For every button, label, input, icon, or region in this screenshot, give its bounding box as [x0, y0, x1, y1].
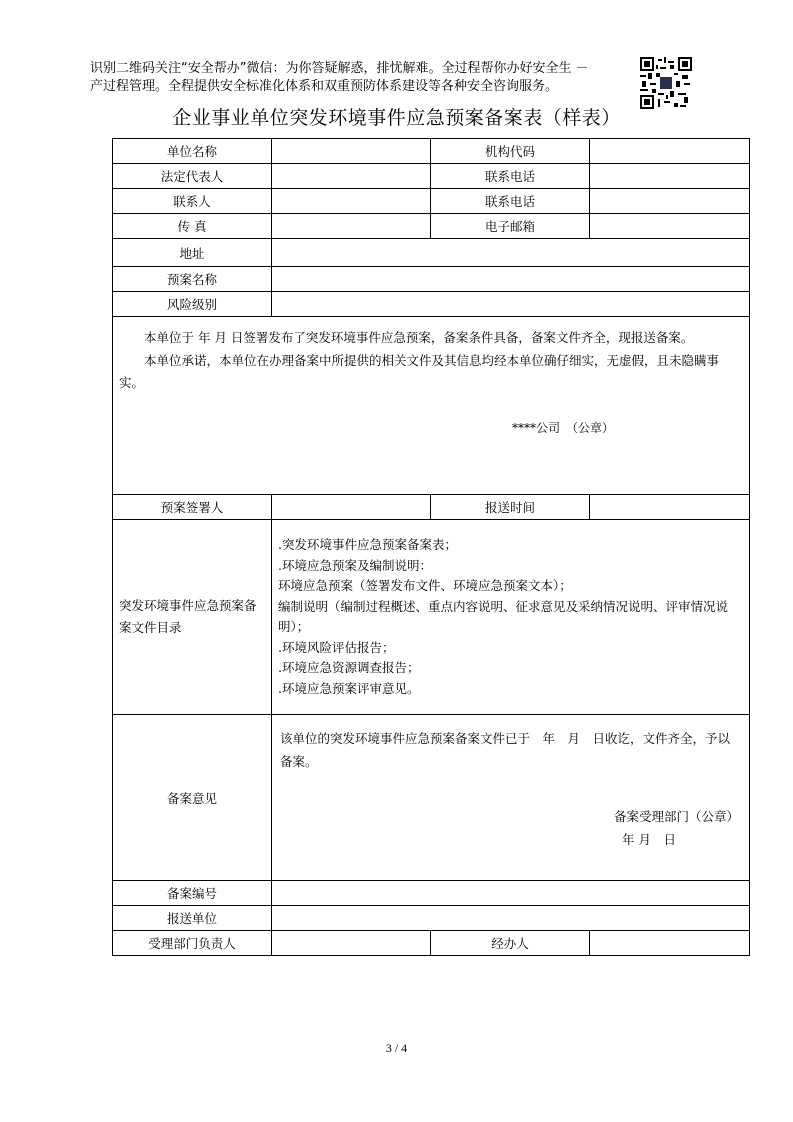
label-handler: 经办人	[431, 931, 590, 956]
field-phone-1[interactable]	[590, 164, 750, 189]
field-submit-time[interactable]	[590, 495, 750, 520]
field-dept-head[interactable]	[272, 931, 431, 956]
label-unit-name: 单位名称	[113, 139, 272, 164]
field-risk-level[interactable]	[272, 292, 750, 317]
form-row-risk-level	[113, 292, 750, 317]
label-record-no: 备案编号	[113, 881, 272, 906]
label-email: 电子邮箱	[431, 214, 590, 239]
field-record-no[interactable]	[272, 881, 750, 906]
opinion-text: 该单位的突发环境事件应急预案备案文件已于 年 月 日收讫，文件齐全，予以备案。	[280, 731, 731, 769]
label-file-directory: 突发环境事件应急预案备案文件目录	[113, 520, 272, 715]
company-stamp-text: ****公司 （公章）	[512, 420, 615, 435]
label-plan-name: 预案名称	[113, 267, 272, 292]
declaration-paragraph-1: 本单位于 年 月 日签署发布了突发环境事件应急预案，备案条件具备，备案文件齐全，现报送备案。	[144, 330, 694, 345]
field-email[interactable]	[590, 214, 750, 239]
directory-item: .环境应急预案评审意见。	[278, 680, 420, 696]
opinion-date: 年 月 日	[622, 832, 676, 847]
opinion-dept-stamp: 备案受理部门（公章）	[613, 809, 739, 824]
field-contact[interactable]	[272, 189, 431, 214]
field-signer[interactable]	[272, 495, 431, 520]
directory-item: .环境风险评估报告；	[278, 639, 395, 655]
filing-form-table	[112, 138, 750, 956]
label-submit-unit: 报送单位	[113, 906, 272, 931]
field-phone-2[interactable]	[590, 189, 750, 214]
field-handler[interactable]	[590, 931, 750, 956]
label-legal-rep: 法定代表人	[113, 164, 272, 189]
opinion-cell	[272, 715, 750, 881]
promo-banner	[90, 60, 650, 96]
directory-item: .突发环境事件应急预案备案表；	[278, 537, 457, 552]
directory-item: 环境应急预案（签署发布文件、环境应急预案文本）；	[278, 578, 572, 593]
form-row-record-no	[113, 881, 750, 906]
label-signer: 预案签署人	[113, 495, 272, 520]
directory-item: .环境应急预案及编制说明：	[278, 557, 432, 573]
form-row-plan-name	[113, 267, 750, 292]
directory-item: .环境应急资源调查报告；	[278, 660, 420, 675]
file-directory-list	[272, 520, 750, 715]
label-risk-level: 风险级别	[113, 292, 272, 317]
banner-line-2: 产过程管理。全程提供安全标准化体系和双重预防体系建设等各种安全咨询服务。	[90, 79, 559, 94]
label-contact: 联系人	[113, 189, 272, 214]
declaration-paragraph-2: 本单位承诺，本单位在办理备案中所提供的相关文件及其信息均经本单位确仔细实，无虚假，且未隐瞒事实。	[119, 352, 720, 390]
form-row-dept-head	[113, 931, 750, 956]
banner-line-1: 识别二维码关注“安全帮办”微信：为你答疑解惑，排忧解难。全过程帮你办好安全生 －	[90, 61, 589, 76]
form-row-unit-name	[113, 139, 750, 164]
form-row-address	[113, 239, 750, 267]
label-opinion: 备案意见	[113, 715, 272, 881]
document-title: 企业事业单位突发环境事件应急预案备案表（样表）	[172, 107, 621, 129]
page-number: 3 / 4	[385, 1041, 408, 1055]
field-address[interactable]	[272, 239, 750, 267]
form-row-fax	[113, 214, 750, 239]
form-row-opinion	[113, 715, 750, 881]
qr-code-icon	[640, 57, 692, 109]
form-row-contact	[113, 189, 750, 214]
label-submit-time: 报送时间	[431, 495, 590, 520]
declaration-cell	[113, 317, 750, 495]
form-row-legal-rep	[113, 164, 750, 189]
field-unit-name[interactable]	[272, 139, 431, 164]
field-org-code[interactable]	[590, 139, 750, 164]
form-row-signer	[113, 495, 750, 520]
form-row-directory	[113, 520, 750, 715]
label-phone-2: 联系电话	[431, 189, 590, 214]
label-phone-1: 联系电话	[431, 164, 590, 189]
field-plan-name[interactable]	[272, 267, 750, 292]
label-address: 地址	[113, 239, 272, 267]
form-row-submit-unit	[113, 906, 750, 931]
field-submit-unit[interactable]	[272, 906, 750, 931]
field-fax[interactable]	[272, 214, 431, 239]
directory-item: 编制说明（编制过程概述、重点内容说明、征求意见及采纳情况说明、评审情况说明）；	[278, 598, 729, 634]
field-legal-rep[interactable]	[272, 164, 431, 189]
label-dept-head: 受理部门负责人	[113, 931, 272, 956]
form-row-declaration	[113, 317, 750, 495]
label-org-code: 机构代码	[431, 139, 590, 164]
label-fax: 传 真	[113, 214, 272, 239]
